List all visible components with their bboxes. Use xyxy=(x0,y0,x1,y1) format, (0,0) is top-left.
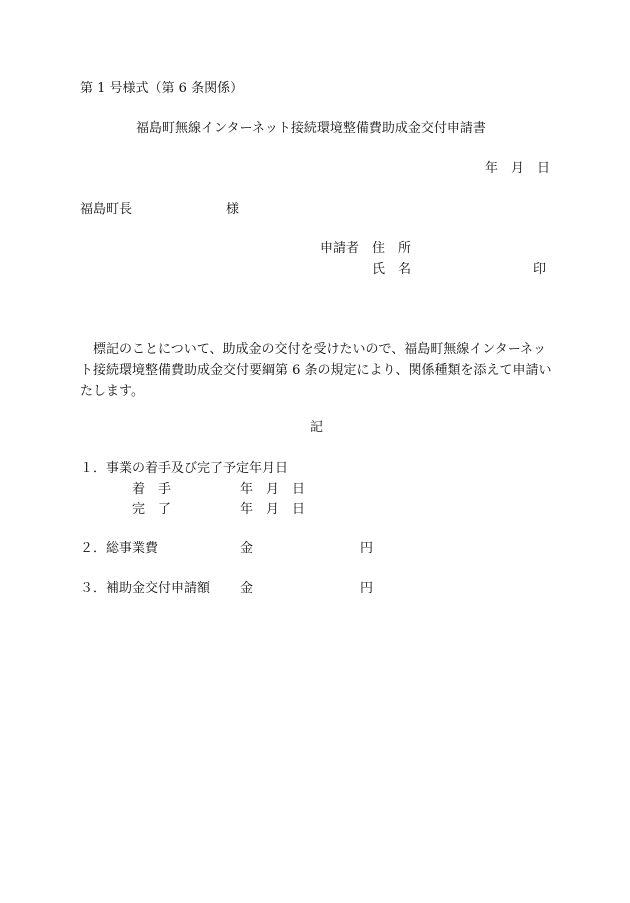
start-label: 着 手 xyxy=(132,482,172,497)
date-line xyxy=(485,162,550,175)
grant-amount-yen: 円 xyxy=(360,581,374,596)
ki-heading: 記 xyxy=(310,420,324,435)
applicant-name-label: 氏 名 xyxy=(372,262,412,277)
form-title: 福島町無線インターネット接続環境整備費助成金交付申請書 xyxy=(136,121,486,136)
item-grant-amount-label: ３．補助金交付申請額 xyxy=(80,581,211,596)
end-date: 年 月 日 xyxy=(240,502,306,517)
item-schedule-label: １．事業の着手及び完了予定年月日 xyxy=(80,461,289,476)
addressee-honorific: 様 xyxy=(226,202,240,217)
date-day: 日 xyxy=(537,161,551,176)
applicant-address-label: 住 所 xyxy=(372,241,412,256)
addressee-name: 福島町長 xyxy=(80,202,133,217)
total-cost-kin: 金 xyxy=(240,541,254,556)
form-number: 第 1 号様式（第 6 条関係） xyxy=(80,81,244,96)
item-total-cost-label: ２．総事業費 xyxy=(80,541,159,556)
body-paragraph: 標記のことについて、助成金の交付を受けたいので、福島町無線インターネット接続環境整備費助成金交付要綱第 6 条の規定により、関係種類を添えて申請いたします。 xyxy=(80,342,552,399)
total-cost-yen: 円 xyxy=(360,541,374,556)
date-month: 月 xyxy=(511,161,525,176)
start-date: 年 月 日 xyxy=(240,482,306,497)
date-year: 年 xyxy=(485,161,499,176)
applicant-label: 申請者 xyxy=(320,241,360,256)
grant-amount-kin: 金 xyxy=(240,581,254,596)
end-label: 完 了 xyxy=(132,502,172,517)
seal-mark: 印 xyxy=(533,262,547,277)
addressee xyxy=(80,202,240,217)
